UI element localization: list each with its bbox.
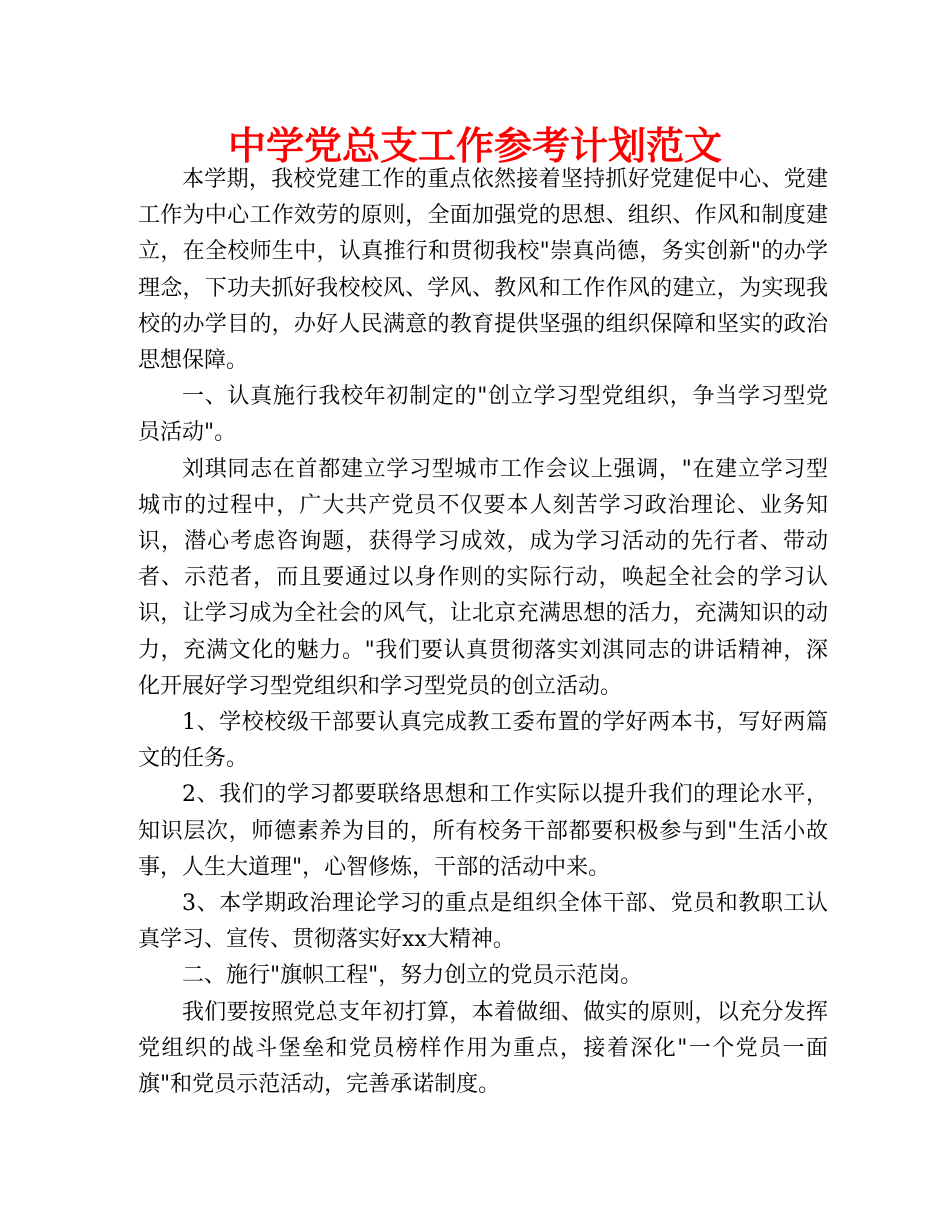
paragraph: 本学期，我校党建工作的重点依然接着坚持抓好党建促中心、党建工作为中心工作效劳的原则，全面加强党的思想、组织、作风和制度建立，在全校师生中，认真推行和贯彻我校"崇真尚德，务实创新"的办学理念，下功夫抓好我校校风、学风、教风和工作作风的建立，为实现我校的办学目的，办好人民满意的教育提供坚强的组织保障和坚实的政治思想保障。 (138, 167, 828, 374)
paragraph: 一、认真施行我校年初制定的"创立学习型党组织，争当学习型党员活动"。 (138, 384, 828, 446)
document-title: 中学党总支工作参考计划范文 (227, 124, 722, 168)
paragraph: 3、本学期政治理论学习的重点是组织全体干部、党员和教职工认真学习、宣传、贯彻落实好xx大精神。 (138, 891, 828, 953)
paragraph: 刘琪同志在首都建立学习型城市工作会议上强调，"在建立学习型城市的过程中，广大共产党员不仅要本人刻苦学习政治理论、业务知识，潜心考虑咨询题，获得学习成效，成为学习活动的先行者、带动者、示范者，而且要通过以身作则的实际行动，唤起全社会的学习认识，让学习成为全社会的风气，让北京充满思想的活力，充满知识的动力，充满文化的魅力。"我们要认真贯彻落实刘淇同志的讲话精神，深化开展好学习型党组织和学习型党员的创立活动。 (138, 456, 828, 699)
document-body (138, 162, 828, 1103)
paragraph: 1、学校校级干部要认真完成教工委布置的学好两本书，写好两篇文的任务。 (138, 710, 828, 772)
paragraph: 2、我们的学习都要联络思想和工作实际以提升我们的理论水平，知识层次，师德素养为目的，所有校务干部都要积极参与到"生活小故事，人生大道理"，心智修炼，干部的活动中来。 (138, 782, 828, 880)
paragraph: 我们要按照党总支年初打算，本着做细、做实的原则，以充分发挥党组织的战斗堡垒和党员榜样作用为重点，接着深化"一个党员一面旗"和党员示范活动，完善承诺制度。 (138, 999, 828, 1098)
paragraph: 二、施行"旗帜工程"，努力创立的党员示范岗。 (182, 963, 643, 989)
